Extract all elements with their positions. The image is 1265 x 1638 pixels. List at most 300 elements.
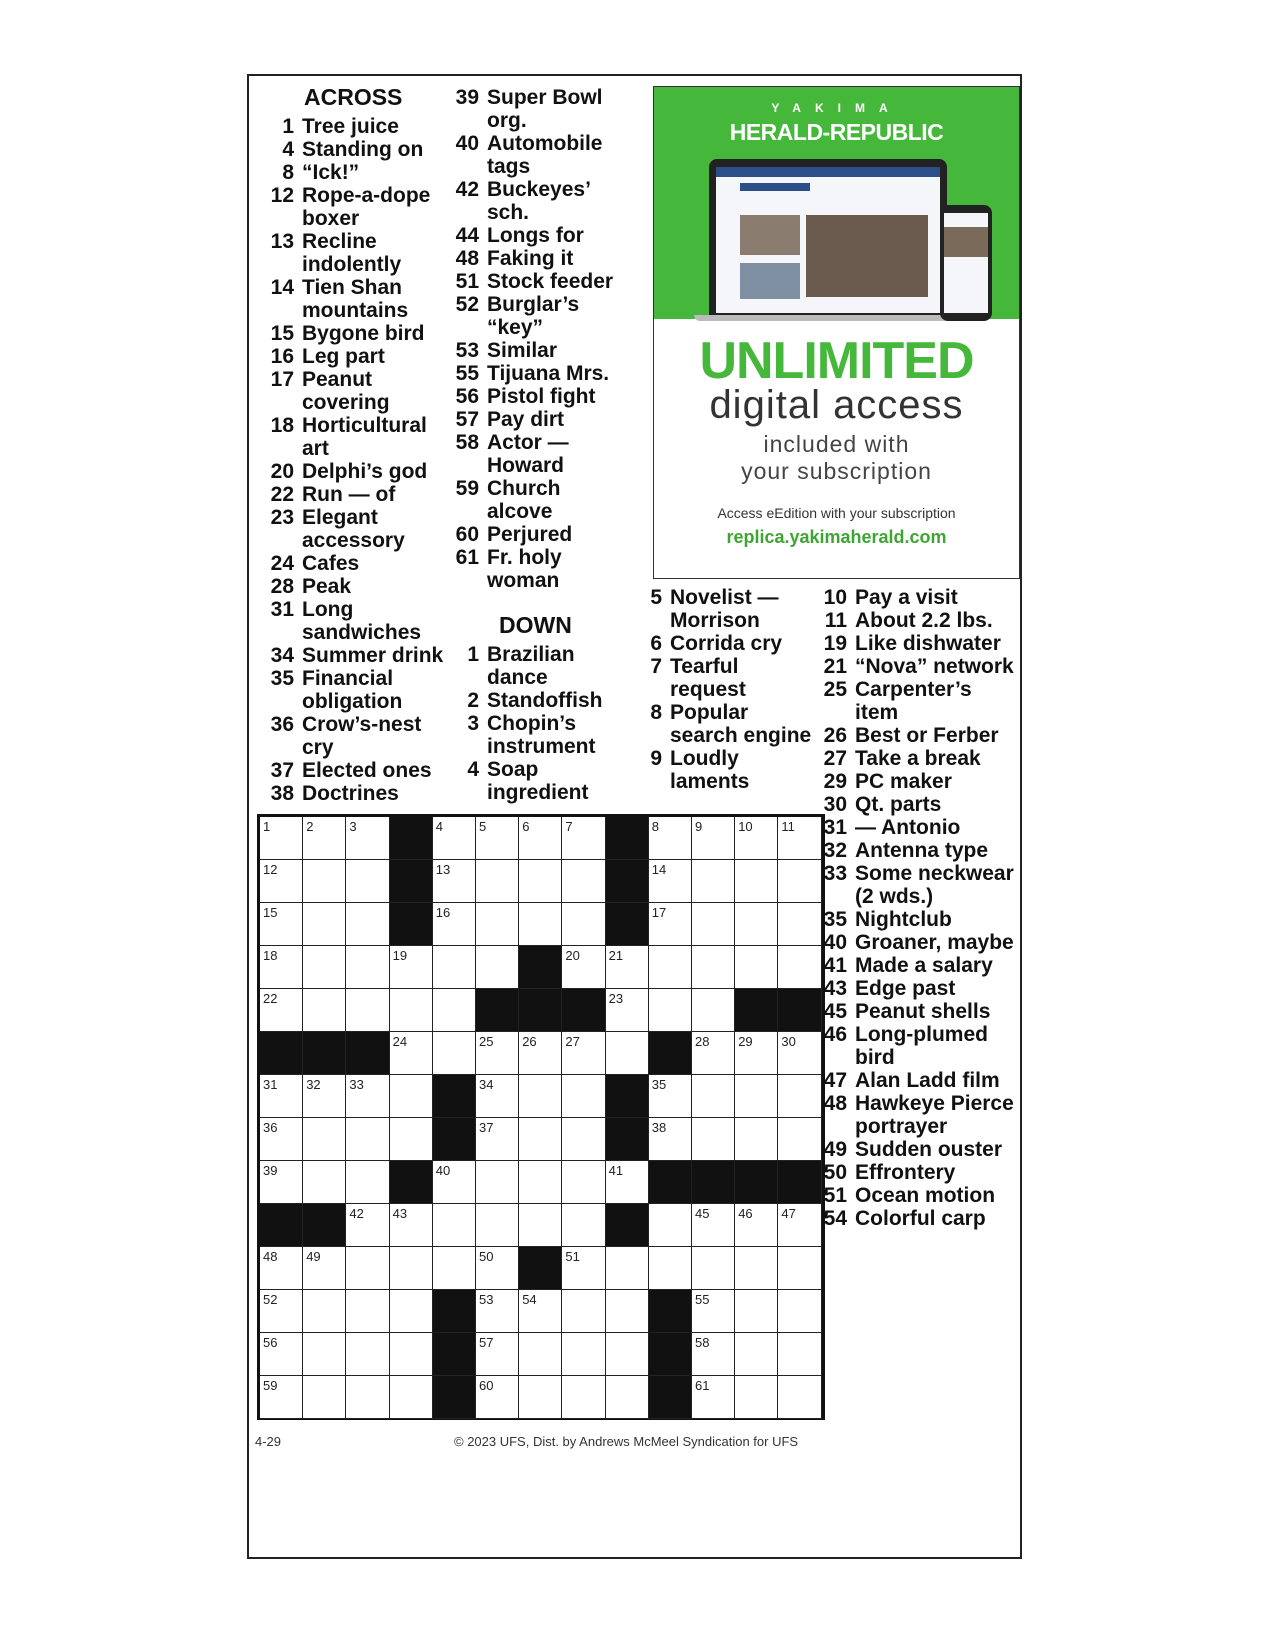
down-column-4: [815, 586, 1020, 1230]
clue-item: [447, 643, 617, 689]
clue-item: [815, 586, 1020, 609]
clue-number: 35: [270, 667, 294, 690]
clue-number: 19: [823, 632, 847, 655]
clue-text: Long-plumed bird: [855, 1023, 988, 1069]
clue-number: 23: [270, 506, 294, 529]
clue-number: 46: [823, 1023, 847, 1046]
cell-number: 20: [565, 948, 580, 963]
grid-cell[interactable]: [606, 1333, 649, 1376]
grid-cell[interactable]: [390, 1032, 433, 1075]
cell-number: 19: [392, 948, 408, 963]
clue-number: 28: [270, 575, 294, 598]
grid-cell[interactable]: [303, 1075, 346, 1118]
clue-item: [815, 839, 1020, 862]
cell-number: 46: [738, 1206, 753, 1221]
grid-cell[interactable]: [390, 1376, 433, 1419]
grid-cell[interactable]: [519, 1290, 562, 1333]
clue-number: 18: [270, 414, 294, 437]
grid-block: [562, 989, 605, 1032]
cell-number: 2: [306, 819, 314, 834]
grid-cell[interactable]: [476, 817, 519, 860]
grid-cell[interactable]: [346, 946, 389, 989]
grid-cell[interactable]: [692, 903, 735, 946]
clue-number: 50: [823, 1161, 847, 1184]
grid-cell[interactable]: [649, 1247, 692, 1290]
grid-cell[interactable]: [735, 1376, 778, 1419]
grid-cell[interactable]: [390, 1075, 433, 1118]
grid-cell[interactable]: [303, 1118, 346, 1161]
grid-cell[interactable]: [692, 817, 735, 860]
grid-cell[interactable]: [433, 1161, 476, 1204]
grid-cell[interactable]: [303, 817, 346, 860]
grid-cell[interactable]: [562, 1032, 605, 1075]
clue-text: Doctrines: [302, 782, 399, 805]
grid-cell[interactable]: [778, 1290, 821, 1333]
grid-block: [390, 903, 433, 946]
clue-text: Qt. parts: [855, 793, 942, 816]
grid-cell[interactable]: [260, 1333, 303, 1376]
grid-cell[interactable]: [519, 903, 562, 946]
grid-cell[interactable]: [476, 1118, 519, 1161]
grid-cell[interactable]: [260, 860, 303, 903]
clue-item: [815, 1023, 1020, 1069]
clue-item: [815, 1069, 1020, 1092]
grid-cell[interactable]: [562, 817, 605, 860]
clue-item: [447, 224, 617, 247]
grid-cell[interactable]: [390, 946, 433, 989]
grid-cell[interactable]: [303, 1333, 346, 1376]
grid-cell[interactable]: [778, 860, 821, 903]
clue-text: — Antonio: [855, 816, 961, 839]
grid-cell[interactable]: [562, 1075, 605, 1118]
clue-text: Tijuana Mrs.: [487, 362, 610, 385]
clue-item: [447, 270, 617, 293]
clue-item: [262, 483, 452, 506]
grid-cell[interactable]: [778, 1204, 821, 1247]
grid-cell[interactable]: [476, 1376, 519, 1419]
grid-cell[interactable]: [433, 946, 476, 989]
cell-number: 34: [479, 1077, 494, 1092]
grid-block: [649, 1333, 692, 1376]
grid-cell[interactable]: [735, 1032, 778, 1075]
clue-number: 1: [282, 115, 294, 138]
clue-item: [815, 678, 1020, 724]
clue-text: Antenna type: [855, 839, 989, 862]
cell-number: 17: [651, 905, 667, 920]
grid-block: [346, 1032, 389, 1075]
grid-cell[interactable]: [649, 1204, 692, 1247]
clue-item: [630, 655, 820, 701]
grid-cell[interactable]: [606, 1290, 649, 1333]
grid-cell[interactable]: [346, 903, 389, 946]
ad-access-text: Access eEdition with your subscription: [717, 505, 956, 521]
grid-cell[interactable]: [519, 1118, 562, 1161]
grid-cell[interactable]: [735, 903, 778, 946]
down-column-3: [630, 586, 820, 793]
clue-text: Made a salary: [855, 954, 993, 977]
grid-cell[interactable]: [562, 1204, 605, 1247]
clue-number: 8: [282, 161, 294, 184]
clue-number: 4: [282, 138, 294, 161]
clue-item: [262, 782, 452, 805]
clue-number: 56: [455, 385, 479, 408]
cell-number: 13: [435, 862, 451, 877]
cell-number: 16: [435, 905, 451, 920]
clue-number: 16: [270, 345, 294, 368]
clue-text: Like dishwater: [855, 632, 1001, 655]
grid-cell[interactable]: [476, 903, 519, 946]
cell-number: 26: [522, 1034, 537, 1049]
clue-item: [815, 609, 1020, 632]
grid-cell[interactable]: [476, 1204, 519, 1247]
grid-cell[interactable]: [390, 1118, 433, 1161]
grid-block: [390, 860, 433, 903]
grid-cell[interactable]: [433, 1204, 476, 1247]
grid-cell[interactable]: [519, 1161, 562, 1204]
grid-cell[interactable]: [562, 946, 605, 989]
grid-cell[interactable]: [649, 1118, 692, 1161]
cell-number: 53: [479, 1292, 494, 1307]
grid-cell[interactable]: [778, 1247, 821, 1290]
grid-cell[interactable]: [692, 1333, 735, 1376]
ad-url-link[interactable]: replica.yakimaherald.com: [726, 527, 947, 547]
grid-cell[interactable]: [519, 860, 562, 903]
grid-cell[interactable]: [303, 1290, 346, 1333]
grid-cell[interactable]: [519, 1204, 562, 1247]
clue-item: [447, 362, 617, 385]
grid-cell[interactable]: [476, 1290, 519, 1333]
grid-cell[interactable]: [562, 1376, 605, 1419]
grid-cell[interactable]: [562, 860, 605, 903]
grid-cell[interactable]: [346, 989, 389, 1032]
grid-cell[interactable]: [735, 946, 778, 989]
cell-number: 27: [565, 1034, 580, 1049]
grid-cell[interactable]: [476, 1075, 519, 1118]
grid-cell[interactable]: [390, 1290, 433, 1333]
grid-cell[interactable]: [606, 989, 649, 1032]
clue-text: Ocean motion: [855, 1184, 996, 1207]
grid-block: [433, 1118, 476, 1161]
grid-cell[interactable]: [303, 1247, 346, 1290]
grid-block: [260, 1032, 303, 1075]
grid-cell[interactable]: [303, 860, 346, 903]
grid-block: [390, 817, 433, 860]
laptop-base-icon: [694, 315, 962, 321]
grid-cell[interactable]: [303, 989, 346, 1032]
grid-cell[interactable]: [390, 1204, 433, 1247]
ad-headline: UNLIMITED: [699, 332, 974, 390]
grid-cell[interactable]: [735, 1333, 778, 1376]
grid-block: [606, 860, 649, 903]
grid-cell[interactable]: [260, 989, 303, 1032]
grid-cell[interactable]: [260, 1290, 303, 1333]
clue-text: Standing on: [302, 138, 424, 161]
clue-item: [262, 506, 452, 552]
grid-cell[interactable]: [346, 817, 389, 860]
grid-cell[interactable]: [649, 1075, 692, 1118]
clue-number: 32: [823, 839, 847, 862]
grid-cell[interactable]: [692, 1290, 735, 1333]
grid-cell[interactable]: [692, 1204, 735, 1247]
clue-item: [262, 115, 452, 138]
grid-cell[interactable]: [346, 1161, 389, 1204]
clue-item: [262, 138, 452, 161]
grid-cell[interactable]: [778, 1118, 821, 1161]
crossword-grid[interactable]: [257, 814, 825, 1420]
clue-number: 53: [455, 339, 479, 362]
clue-item: [815, 793, 1020, 816]
cell-number: 10: [738, 819, 753, 834]
grid-cell[interactable]: [649, 989, 692, 1032]
grid-cell[interactable]: [519, 1333, 562, 1376]
grid-cell[interactable]: [778, 817, 821, 860]
grid-cell[interactable]: [649, 860, 692, 903]
clue-text: Elected ones: [302, 759, 432, 782]
clue-text: Effrontery: [855, 1161, 956, 1184]
grid-cell[interactable]: [735, 817, 778, 860]
grid-cell[interactable]: [303, 1161, 346, 1204]
clue-number: 30: [823, 793, 847, 816]
grid-cell[interactable]: [606, 1032, 649, 1075]
grid-cell[interactable]: [735, 1247, 778, 1290]
grid-cell[interactable]: [476, 946, 519, 989]
cell-number: 59: [263, 1378, 278, 1393]
grid-cell[interactable]: [606, 946, 649, 989]
grid-block: [649, 1290, 692, 1333]
grid-cell[interactable]: [519, 817, 562, 860]
grid-cell[interactable]: [562, 1161, 605, 1204]
grid-cell[interactable]: [735, 1290, 778, 1333]
grid-block: [735, 989, 778, 1032]
grid-cell[interactable]: [562, 1333, 605, 1376]
cell-number: 5: [479, 819, 487, 834]
grid-cell[interactable]: [778, 946, 821, 989]
clue-text: Summer drink: [302, 644, 444, 667]
clue-item: [447, 385, 617, 408]
grid-cell[interactable]: [562, 1290, 605, 1333]
grid-cell[interactable]: [692, 946, 735, 989]
grid-cell[interactable]: [778, 1032, 821, 1075]
ad-brand-main: HERALD-REPUBLIC: [729, 119, 944, 145]
cell-number: 24: [392, 1034, 408, 1049]
grid-cell[interactable]: [390, 1247, 433, 1290]
clue-item: [815, 1207, 1020, 1230]
clue-item: [815, 1184, 1020, 1207]
grid-cell[interactable]: [649, 946, 692, 989]
clue-number: 27: [823, 747, 847, 770]
clue-item: [262, 322, 452, 345]
grid-cell[interactable]: [346, 1247, 389, 1290]
grid-cell[interactable]: [433, 1032, 476, 1075]
grid-cell[interactable]: [346, 1118, 389, 1161]
grid-cell[interactable]: [346, 1376, 389, 1419]
clue-number: 51: [823, 1184, 847, 1207]
grid-cell[interactable]: [692, 860, 735, 903]
across-column-1: [262, 86, 452, 805]
cell-number: 29: [738, 1034, 753, 1049]
grid-cell[interactable]: [433, 860, 476, 903]
clue-number: 38: [270, 782, 294, 805]
grid-block: [606, 1204, 649, 1247]
grid-cell[interactable]: [346, 860, 389, 903]
grid-cell[interactable]: [606, 1247, 649, 1290]
clue-text: Chopin’s instrument: [487, 712, 596, 758]
grid-cell[interactable]: [433, 817, 476, 860]
clue-number: 10: [823, 586, 847, 609]
grid-block: [519, 946, 562, 989]
clue-text: Faking it: [487, 247, 574, 270]
clue-text: Tien Shan mountains: [302, 276, 409, 322]
grid-cell[interactable]: [390, 1333, 433, 1376]
grid-cell[interactable]: [778, 903, 821, 946]
clue-text: Peak: [302, 575, 352, 598]
grid-cell[interactable]: [476, 1161, 519, 1204]
across-column-2: [447, 86, 617, 804]
clue-text: Long sandwiches: [302, 598, 422, 644]
cell-number: 61: [695, 1378, 710, 1393]
grid-cell[interactable]: [433, 989, 476, 1032]
grid-cell[interactable]: [519, 1032, 562, 1075]
grid-cell[interactable]: [433, 1247, 476, 1290]
grid-cell[interactable]: [260, 1376, 303, 1419]
subscription-ad[interactable]: [653, 86, 1020, 579]
clue-item: [262, 161, 452, 184]
cell-number: 55: [695, 1292, 710, 1307]
grid-cell[interactable]: [778, 1376, 821, 1419]
cell-number: 36: [263, 1120, 278, 1135]
clue-text: Horticultural art: [302, 414, 427, 460]
cell-number: 28: [695, 1034, 710, 1049]
grid-cell[interactable]: [519, 1376, 562, 1419]
cell-number: 38: [651, 1120, 667, 1135]
grid-block: [649, 1032, 692, 1075]
cell-number: 21: [608, 948, 624, 963]
clue-text: About 2.2 lbs.: [855, 609, 993, 632]
clue-item: [262, 667, 452, 713]
clue-item: [262, 276, 452, 322]
clue-item: [630, 747, 820, 793]
grid-block: [778, 1161, 821, 1204]
grid-cell[interactable]: [692, 1247, 735, 1290]
clue-text: Brazilian dance: [487, 643, 575, 689]
clue-item: [447, 689, 617, 712]
grid-cell[interactable]: [519, 1075, 562, 1118]
clue-text: Tree juice: [302, 115, 399, 138]
grid-cell[interactable]: [735, 1118, 778, 1161]
grid-cell[interactable]: [260, 1075, 303, 1118]
grid-cell[interactable]: [476, 1032, 519, 1075]
clue-text: Super Bowl org.: [487, 86, 603, 132]
cell-number: 57: [479, 1335, 494, 1350]
clue-number: 8: [650, 701, 662, 724]
clue-item: [815, 632, 1020, 655]
clue-item: [815, 770, 1020, 793]
grid-cell[interactable]: [433, 903, 476, 946]
grid-cell[interactable]: [260, 1118, 303, 1161]
clue-text: Tearful request: [670, 655, 746, 701]
clue-number: 60: [455, 523, 479, 546]
grid-cell[interactable]: [260, 1161, 303, 1204]
grid-cell[interactable]: [562, 1247, 605, 1290]
clue-text: Soap ingredient: [487, 758, 589, 804]
clue-text: Stock feeder: [487, 270, 614, 293]
clue-number: 44: [455, 224, 479, 247]
grid-cell[interactable]: [606, 1376, 649, 1419]
grid-cell[interactable]: [390, 989, 433, 1032]
grid-cell[interactable]: [260, 946, 303, 989]
clue-item: [447, 758, 617, 804]
grid-cell[interactable]: [649, 903, 692, 946]
grid-cell[interactable]: [778, 1075, 821, 1118]
grid-cell[interactable]: [303, 1376, 346, 1419]
clue-number: 40: [823, 931, 847, 954]
grid-cell[interactable]: [260, 1247, 303, 1290]
ad-line-2: your subscription: [741, 458, 932, 484]
cell-number: 9: [695, 819, 703, 834]
clue-item: [630, 701, 820, 747]
grid-cell[interactable]: [562, 903, 605, 946]
cell-number: 32: [306, 1077, 321, 1092]
grid-cell[interactable]: [476, 1333, 519, 1376]
grid-cell[interactable]: [260, 903, 303, 946]
grid-cell[interactable]: [346, 1290, 389, 1333]
cell-number: 14: [651, 862, 667, 877]
clue-item: [447, 546, 617, 592]
grid-cell[interactable]: [303, 903, 346, 946]
clue-number: 39: [455, 86, 479, 109]
clue-number: 22: [270, 483, 294, 506]
cell-number: 8: [651, 819, 660, 834]
grid-cell[interactable]: [649, 817, 692, 860]
clue-number: 43: [823, 977, 847, 1000]
clue-number: 17: [270, 368, 294, 391]
clue-item: [815, 862, 1020, 908]
grid-cell[interactable]: [692, 1376, 735, 1419]
grid-cell[interactable]: [476, 1247, 519, 1290]
clue-item: [815, 747, 1020, 770]
grid-cell[interactable]: [778, 1333, 821, 1376]
clue-item: [447, 293, 617, 339]
clue-text: Nightclub: [855, 908, 952, 931]
grid-cell[interactable]: [735, 1204, 778, 1247]
clue-item: [262, 598, 452, 644]
clue-number: 47: [823, 1069, 847, 1092]
clue-number: 5: [650, 586, 662, 609]
grid-cell[interactable]: [692, 1032, 735, 1075]
clue-item: [447, 247, 617, 270]
grid-cell[interactable]: [735, 860, 778, 903]
clue-item: [262, 414, 452, 460]
grid-cell[interactable]: [260, 817, 303, 860]
clue-item: [447, 523, 617, 546]
clue-number: 3: [467, 712, 479, 735]
grid-cell[interactable]: [735, 1075, 778, 1118]
grid-cell[interactable]: [346, 1333, 389, 1376]
grid-cell[interactable]: [692, 989, 735, 1032]
clue-number: 2: [467, 689, 479, 712]
grid-cell[interactable]: [476, 860, 519, 903]
grid-cell[interactable]: [303, 946, 346, 989]
grid-cell[interactable]: [562, 1118, 605, 1161]
clue-text: Cafes: [302, 552, 360, 575]
grid-cell[interactable]: [346, 1204, 389, 1247]
grid-cell[interactable]: [346, 1075, 389, 1118]
clue-text: “Nova” network: [855, 655, 1014, 678]
grid-block: [519, 989, 562, 1032]
grid-cell[interactable]: [692, 1075, 735, 1118]
grid-cell[interactable]: [606, 1161, 649, 1204]
grid-cell[interactable]: [692, 1118, 735, 1161]
